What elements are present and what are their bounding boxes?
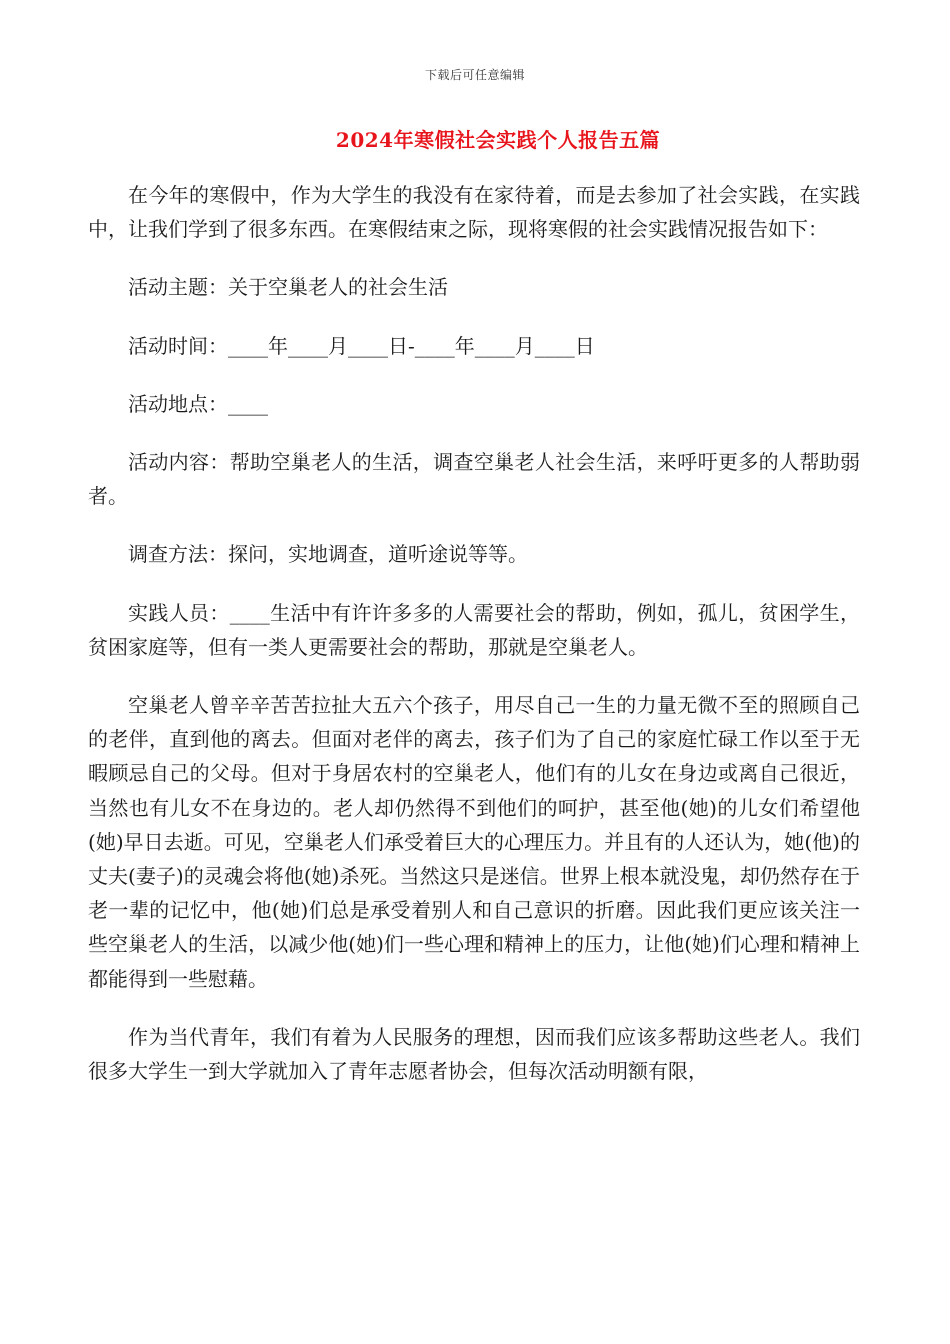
activity-content: 活动内容：帮助空巢老人的生活，调查空巢老人社会生活，来呼吁更多的人帮助弱者。 [88, 450, 860, 509]
activity-location: 活动地点：____ [128, 391, 268, 416]
activity-time: 活动时间：____年____月____日-____年____月____日 [128, 333, 595, 358]
youth-paragraph: 作为当代青年，我们有着为人民服务的理想，因而我们应该多帮助这些老人。我们很多大学生一到大学就加入了青年志愿者协会，但每次活动明额有限， [88, 1024, 860, 1084]
participants-paragraph: 实践人员：____生活中有许许多多的人需要社会的帮助，例如，孤儿，贫困学生，贫困家庭等，但有一类人更需要社会的帮助，那就是空巢老人。 [88, 600, 860, 659]
survey-method: 调查方法：探问，实地调查，道听途说等等。 [128, 542, 528, 567]
document-body [88, 178, 860, 1112]
empty-nest-elderly-paragraph: 空巢老人曾辛辛苦苦拉扯大五六个孩子，用尽自己一生的力量无微不至的照顾自己的老伴，直到他的离去。但面对老伴的离去，孩子们为了自己的家庭忙碌工作以至于无暇顾忌自己的父母。但对于身居农村的空巢老人，他们有的儿女在身边或离自己很近，当然也有儿女不在身边的。老人却仍然得不到他们的呵护，甚至他(她)的儿女们希望他(她)早日去逝。可见，空巢老人们承受着巨大的心理压力。并且有的人还认为，她(他)的丈夫(妻子)的灵魂会将他(她)杀死。当然这只是迷信。世界上根本就没鬼，却仍然存在于老一辈的记忆中，他(她)们总是承受着别人和自己意识的折磨。因此我们更应该关注一些空巢老人的生活，以减少他(她)们一些心理和精神上的压力，让他(她)们心理和精神上都能得到一些慰藉。 [88, 693, 860, 991]
intro-paragraph: 在今年的寒假中，作为大学生的我没有在家待着，而是去参加了社会实践，在实践中，让我们学到了很多东西。在寒假结束之际，现将寒假的社会实践情况报告如下： [88, 183, 860, 242]
activity-theme: 活动主题：关于空巢老人的社会生活 [128, 275, 448, 300]
document-title: 2024年寒假社会实践个人报告五篇 [335, 128, 661, 152]
header-note: 下载后可任意编辑 [424, 68, 525, 82]
